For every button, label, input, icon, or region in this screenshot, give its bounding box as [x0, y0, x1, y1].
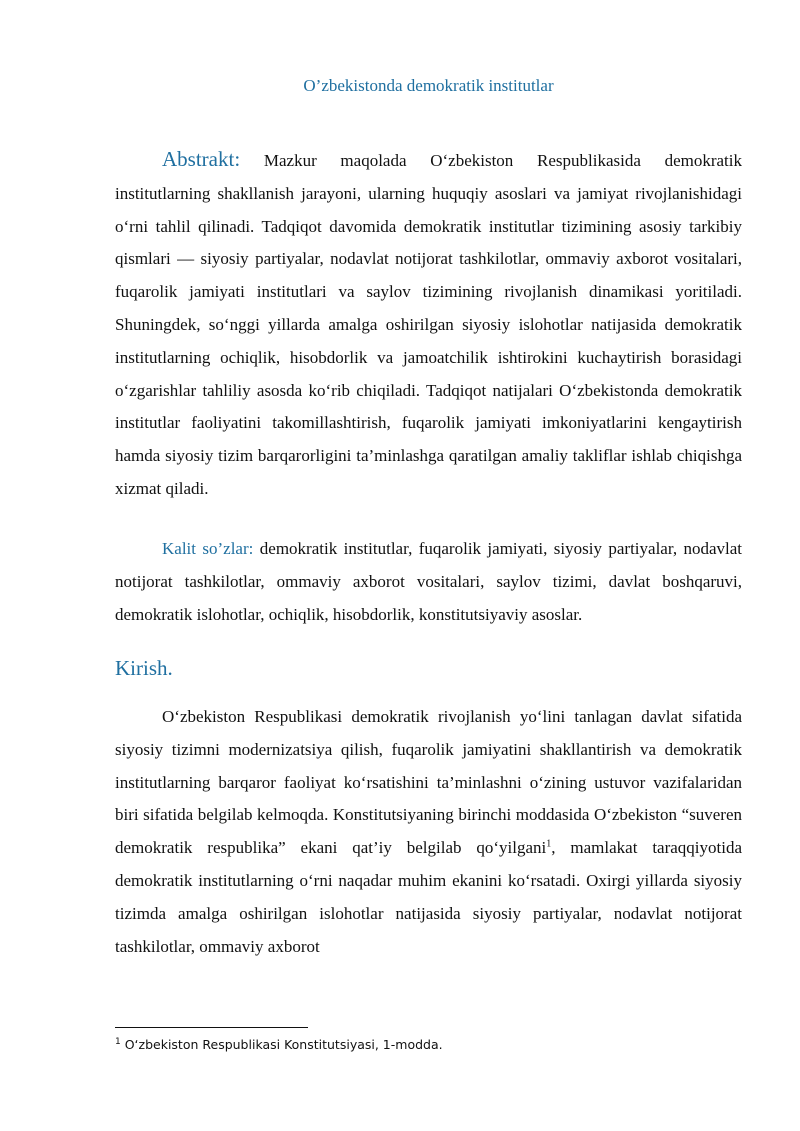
abstract-text: Mazkur maqolada O‘zbekiston Respublikasida demokratik institutlarning shakllanish jarayoni, ularning huquqiy asoslari va jamiyat rivojlanishidagi o‘rni tahlil qilinadi. Tadqiqot davomida demokratik institutlar tizimining asosiy tarkibiy qismlari — siyosiy partiyalar, nodavlat notijorat tashkilotlar, ommaviy axborot vositalari, fuqarolik jamiyati institutlari va saylov tizimining rivojlanish dinamikasi yoritiladi. Shuningdek, so‘nggi yillarda amalga oshirilgan siyosiy islohotlar natijasida demokratik institutlarning ochiqlik, hisobdorlik va jamoatchilik ishtirokini kuchaytirish borasidagi o‘zgarishlar tahliliy asosda ko‘rib chiqiladi. Tadqiqot natijalari O‘zbekistonda demokratik institutlar faoliyatini takomillashtirish, fuqarolik jamiyati imkoniyatlarini kengaytirish hamda siyosiy tizim barqarorligini ta’minlashga qaratilgan amaliy takliflar ishlab chiqishga xizmat qiladi. — [115, 151, 742, 498]
introduction-paragraph — [115, 701, 742, 963]
footnote — [115, 1037, 742, 1052]
section-heading-introduction: Kirish. — [115, 656, 173, 680]
abstract-label: Abstrakt: — [162, 147, 241, 171]
keywords-label: Kalit so’zlar: — [162, 539, 254, 558]
footnote-number: 1 — [115, 1036, 121, 1047]
footnote-text: O‘zbekiston Respublikasi Konstitutsiyasi, 1-modda. — [120, 1037, 443, 1052]
footnote-reference[interactable]: 1 — [546, 838, 552, 850]
footnote-divider — [115, 1027, 308, 1028]
abstract-paragraph — [115, 143, 742, 506]
page-title: O’zbekistonda demokratik institutlar — [303, 76, 554, 95]
keywords-text: demokratik institutlar, fuqarolik jamiyati, siyosiy partiyalar, nodavlat notijorat tashkilotlar, ommaviy axborot vositalari, saylov tizimi, davlat boshqaruvi, demokratik islohotlar, ochiqlik, hisobdorlik, konstitutsiyaviy asoslar. — [115, 539, 742, 624]
keywords-paragraph — [115, 533, 742, 631]
introduction-text-part-2: , mamlakat taraqqiyotida demokratik institutlarning o‘rni naqadar muhim ekanini ko‘rsatadi. Oxirgi yillarda siyosiy tizimda amalga oshirilgan islohotlar natijasida siyosiy partiyalar, nodavlat notijorat tashkilotlar, ommaviy axborot — [115, 838, 743, 956]
introduction-text-part-1: O‘zbekiston Respublikasi demokratik rivojlanish yo‘lini tanlagan davlat sifatida siyosiy tizimni modernizatsiya qilish, fuqarolik jamiyatini shakllantirish va demokratik institutlarning barqaror faoliyat ko‘rsatishini ta’minlashni o‘zining ustuvor vazifalaridan biri sifatida belgilab kelmoqda. Konstitutsiyaning birinchi moddasida O‘zbekiston “suveren demokratik respublika” ekani qat’iy belgilab qo‘yilgani — [115, 707, 742, 858]
